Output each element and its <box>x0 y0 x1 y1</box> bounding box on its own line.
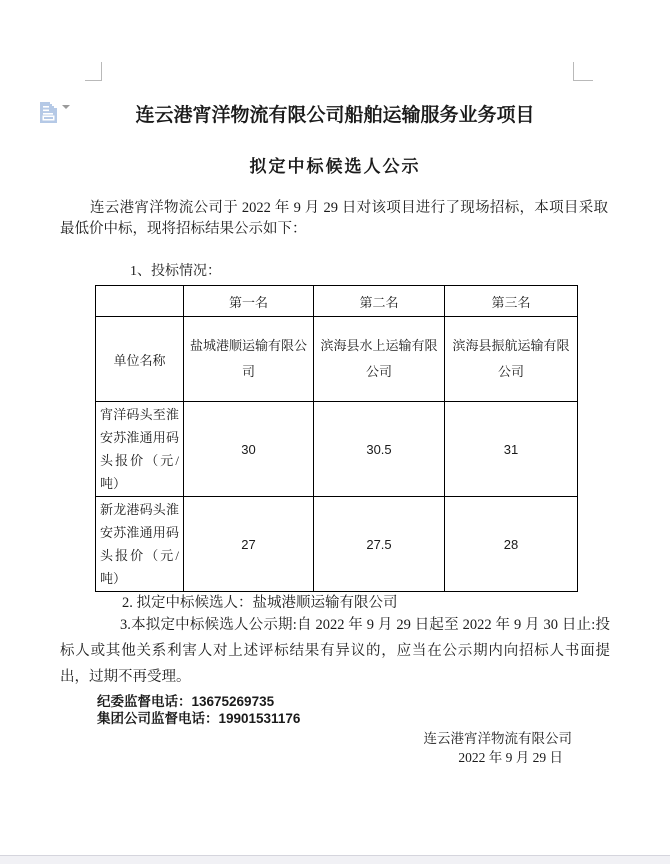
table-header-row <box>96 286 578 317</box>
table-cell: 盐城港顺运输有限公司 <box>184 317 314 402</box>
section-2-text: 2. 拟定中标候选人：盐城港顺运输有限公司 <box>122 595 398 611</box>
table-cell: 28 <box>445 497 578 592</box>
table-row <box>96 402 578 497</box>
signature-company: 连云港宵洋物流有限公司 <box>423 731 572 746</box>
table-header-cell: 第三名 <box>445 286 578 317</box>
discipline-phone-line: 纪委监督电话：13675269735 <box>97 694 275 709</box>
contact-block <box>97 694 300 727</box>
table-row <box>96 497 578 592</box>
table-cell: 30.5 <box>314 402 445 497</box>
group-phone-line: 集团公司监督电话：19901531176 <box>97 710 301 726</box>
bid-results-table <box>95 285 578 592</box>
signature-date: 2022 年 9 月 29 日 <box>458 750 563 765</box>
section-3-text: 3.本拟定中标候选人公示期:自 2022 年 9 月 29 日起至 2022 年 9 月 30 日止:投标人或其他关系利害人对上述评标结果有异议的，应当在公示期内向招标人书面提出，过期不再受理。 <box>60 617 610 685</box>
margin-corner-mark-right <box>573 62 593 81</box>
table-cell: 31 <box>445 402 578 497</box>
intro-paragraph: 连云港宵洋物流公司于 2022 年 9 月 29 日对该项目进行了现场招标，本项目采取最低价中标，现将招标结果公示如下： <box>60 200 608 237</box>
table-header-cell: 第二名 <box>314 286 445 317</box>
window-bottom-strip <box>0 855 670 864</box>
table-cell: 滨海县水上运输有限公司 <box>314 317 445 402</box>
section-1-heading: 1、投标情况： <box>130 264 221 279</box>
margin-corner-mark-left <box>85 62 102 81</box>
table-row <box>96 317 578 402</box>
table-row-label: 单位名称 <box>96 317 184 402</box>
table-cell: 滨海县振航运输有限公司 <box>445 317 578 402</box>
table-row-label: 新龙港码头淮安苏淮通用码头报价（元/吨） <box>96 497 184 592</box>
table-cell: 27.5 <box>314 497 445 592</box>
document-subtitle: 拟定中标候选人公示 <box>249 157 421 176</box>
table-cell: 27 <box>184 497 314 592</box>
signature-block <box>424 729 573 767</box>
table-header-cell: 第一名 <box>184 286 314 317</box>
table-row-label: 宵洋码头至淮安苏淮通用码头报价（元/吨） <box>96 402 184 497</box>
table-header-cell <box>96 286 184 317</box>
document-title: 连云港宵洋物流有限公司船舶运输服务业务项目 <box>135 105 535 126</box>
table-cell: 30 <box>184 402 314 497</box>
